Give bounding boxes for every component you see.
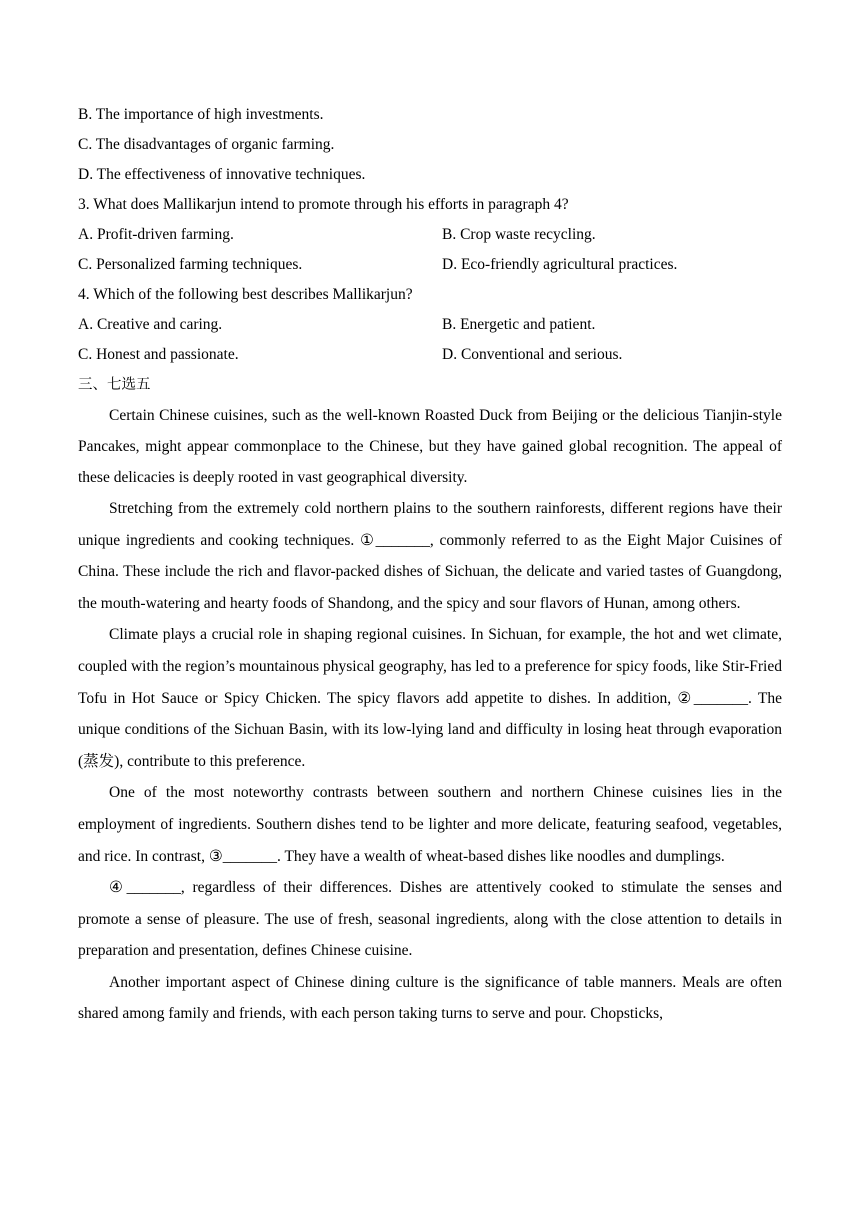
q2-option-c: C. The disadvantages of organic farming. <box>78 136 335 153</box>
q4-option-d: D. Conventional and serious. <box>442 346 623 363</box>
section-heading: 三、七选五 <box>78 377 151 393</box>
q4-option-b: B. Energetic and patient. <box>442 316 596 333</box>
passage-paragraph-5: ④_______, regardless of their differences. Dishes are attentively cooked to stimulate the senses and promote a sense of pleasure. The use of fresh, seasonal ingredients, along with the close attention to details in preparation and presentation, defines Chinese cuisine. <box>78 879 782 960</box>
q3-stem: 3. What does Mallikarjun intend to promote through his efforts in paragraph 4? <box>78 196 569 213</box>
document-page <box>78 100 782 1029</box>
q3-option-b: B. Crop waste recycling. <box>442 226 596 243</box>
q4-option-c: C. Honest and passionate. <box>78 346 239 363</box>
q3-options-row-2 <box>78 250 782 280</box>
q4-option-a: A. Creative and caring. <box>78 316 223 333</box>
passage-paragraph-2: Stretching from the extremely cold northern plains to the southern rainforests, different regions have their unique ingredients and cooking techniques. ①_______, commonly referred to as the Eight Major Cuisines of China. These include the rich and flavor-packed dishes of Sichuan, the delicate and varied tastes of Guangdong, the mouth-watering and hearty foods of Shandong, and the spicy and sour flavors of Hunan, among others. <box>78 500 782 612</box>
q4-options-row-2 <box>78 340 782 370</box>
q2-option-b: B. The importance of high investments. <box>78 106 324 123</box>
passage-paragraph-1: Certain Chinese cuisines, such as the well-known Roasted Duck from Beijing or the delicious Tianjin-style Pancakes, might appear commonplace to the Chinese, but they have gained global recognition. The appeal of these delicacies is deeply rooted in vast geographical diversity. <box>78 407 782 486</box>
q4-options-row-1 <box>78 310 782 340</box>
passage-paragraph-3: Climate plays a crucial role in shaping regional cuisines. In Sichuan, for example, the hot and wet climate, coupled with the region’s mountainous physical geography, has led to a preference for spicy foods, like Stir-Fried Tofu in Hot Sauce or Spicy Chicken. The spicy flavors add appetite to dishes. In addition, ②_______. The unique conditions of the Sichuan Basin, with its low-lying land and difficulty in losing heat through evaporation (蒸发), contribute to this preference. <box>78 626 782 770</box>
q3-options-row-1 <box>78 220 782 250</box>
passage-paragraph-4: One of the most noteworthy contrasts between southern and northern Chinese cuisines lies in the employment of ingredients. Southern dishes tend to be lighter and more delicate, featuring seafood, vegetables, and rice. In contrast, ③_______. They have a wealth of wheat-based dishes like noodles and dumplings. <box>78 784 782 865</box>
q3-option-c: C. Personalized farming techniques. <box>78 256 303 273</box>
q4-stem: 4. Which of the following best describes Mallikarjun? <box>78 286 413 303</box>
q2-option-d: D. The effectiveness of innovative techniques. <box>78 166 366 183</box>
q3-option-d: D. Eco-friendly agricultural practices. <box>442 256 678 273</box>
passage-paragraph-6: Another important aspect of Chinese dining culture is the significance of table manners. Meals are often shared among family and friends, with each person taking turns to serve and pour. Chopsticks, <box>78 973 782 1022</box>
q3-option-a: A. Profit-driven farming. <box>78 226 234 243</box>
